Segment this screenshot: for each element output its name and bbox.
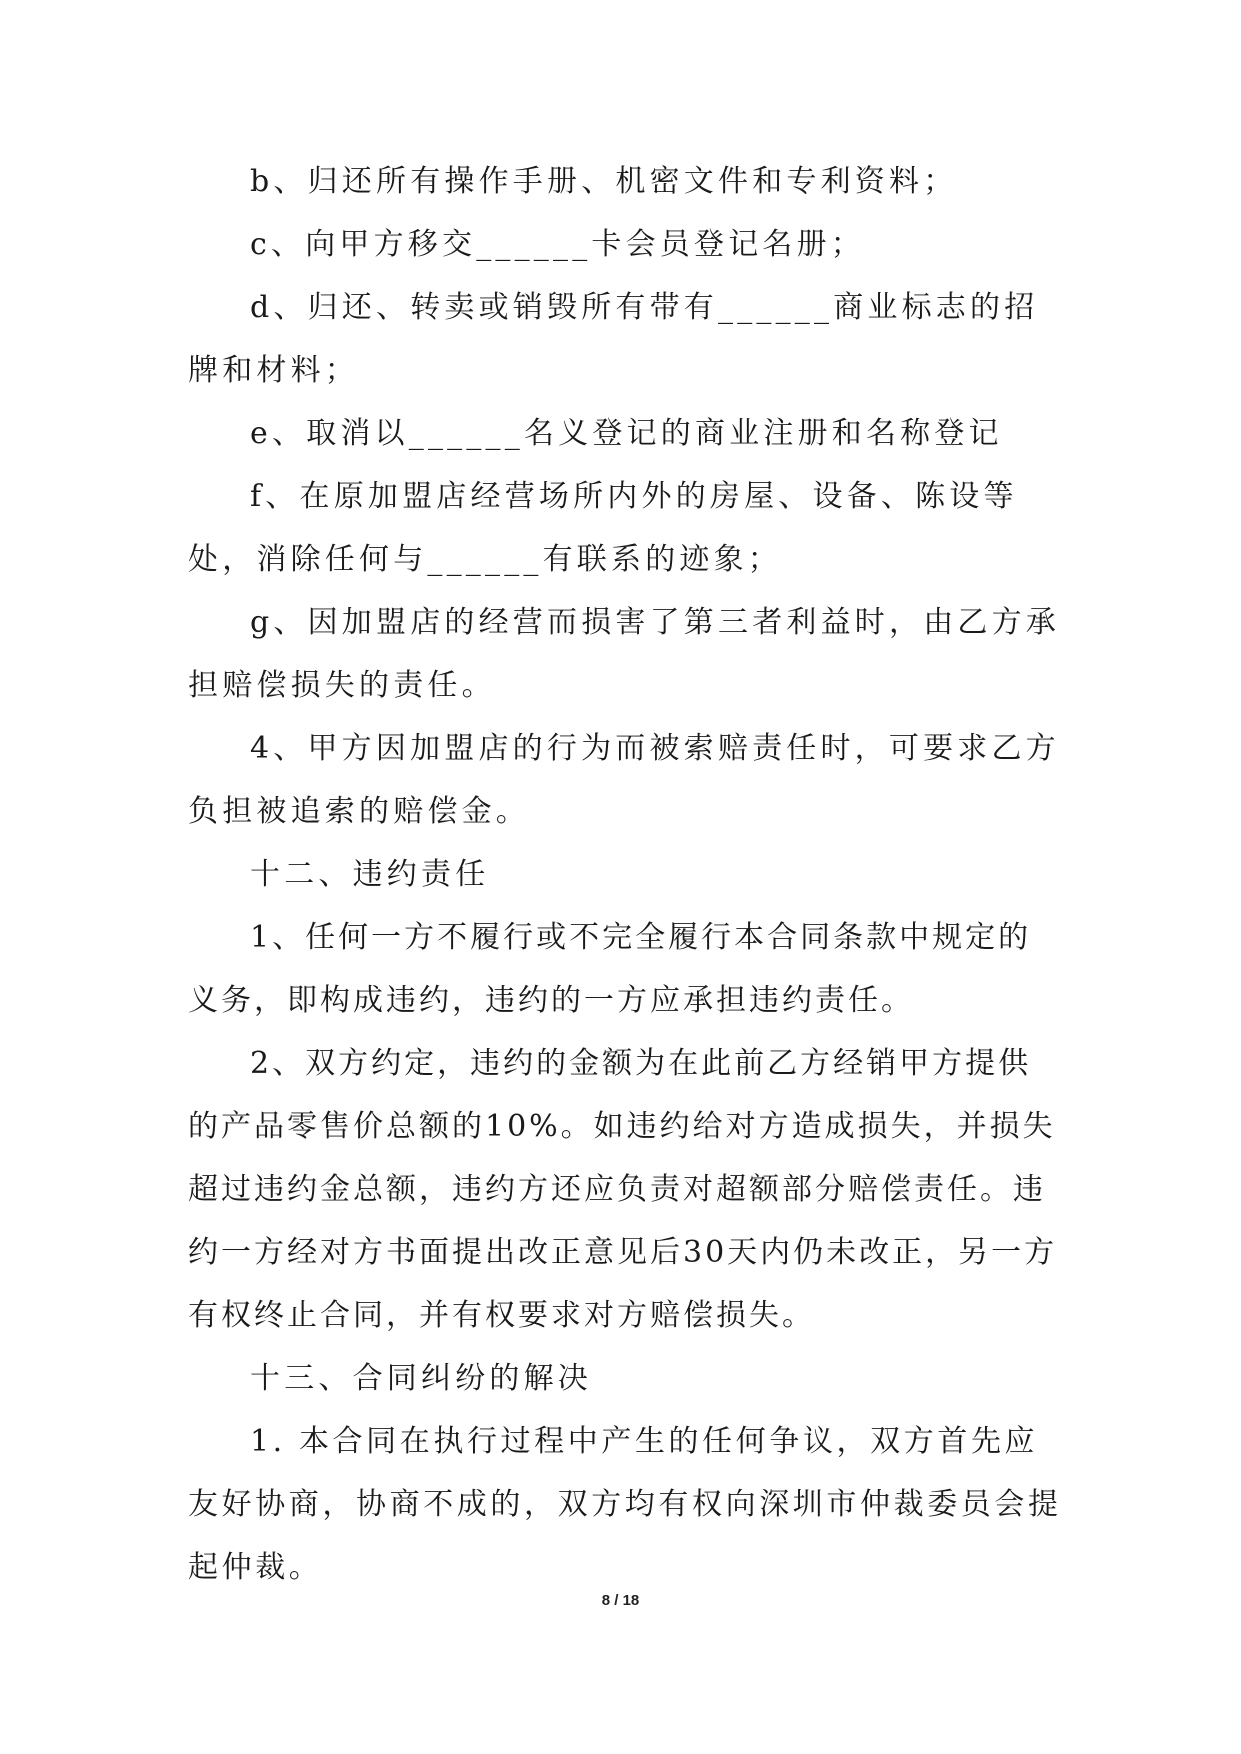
document-body (188, 150, 1063, 1599)
section-heading-breach: 十二、违约责任 (250, 857, 490, 892)
page-number: 8 / 18 (601, 1592, 640, 1609)
section-heading-dispute: 十三、合同纠纷的解决 (250, 1361, 592, 1396)
clause-f: f、在原加盟店经营场所内外的房屋、设备、陈设等处，消除任何与______有联系的迹象； (188, 479, 1018, 577)
clause-g: g、因加盟店的经营而损害了第三者利益时，由乙方承担赔偿损失的责任。 (188, 605, 1061, 703)
breach-clause-1: 1、任何一方不履行或不完全履行本合同条款中规定的义务，即构成违约，违约的一方应承担违约责任。 (188, 920, 1032, 1018)
dispute-clause-1: 1. 本合同在执行过程中产生的任何争议，双方首先应友好协商，协商不成的，双方均有权向深圳市仲裁委员会提起仲裁。 (188, 1424, 1062, 1585)
clause-d: d、归还、转卖或销毁所有带有______商业标志的招牌和材料； (188, 290, 1039, 388)
breach-clause-2: 2、双方约定，违约的金额为在此前乙方经销甲方提供的产品零售价总额的10%。如违约给对方造成损失，并损失超过违约金总额，违约方还应负责对超额部分赔偿责任。违约一方经对方书面提出改正意见后30天内仍未改正，另一方有权终止合同，并有权要求对方赔偿损失。 (188, 1046, 1058, 1333)
clause-b: b、归还所有操作手册、机密文件和专利资料； (250, 164, 958, 199)
clause-e: e、取消以______名义登记的商业注册和名称登记 (250, 416, 1003, 451)
clause-4: 4、甲方因加盟店的行为而被索赔责任时，可要求乙方负担被追索的赔偿金。 (188, 731, 1060, 829)
clause-c: c、向甲方移交______卡会员登记名册； (250, 227, 866, 262)
